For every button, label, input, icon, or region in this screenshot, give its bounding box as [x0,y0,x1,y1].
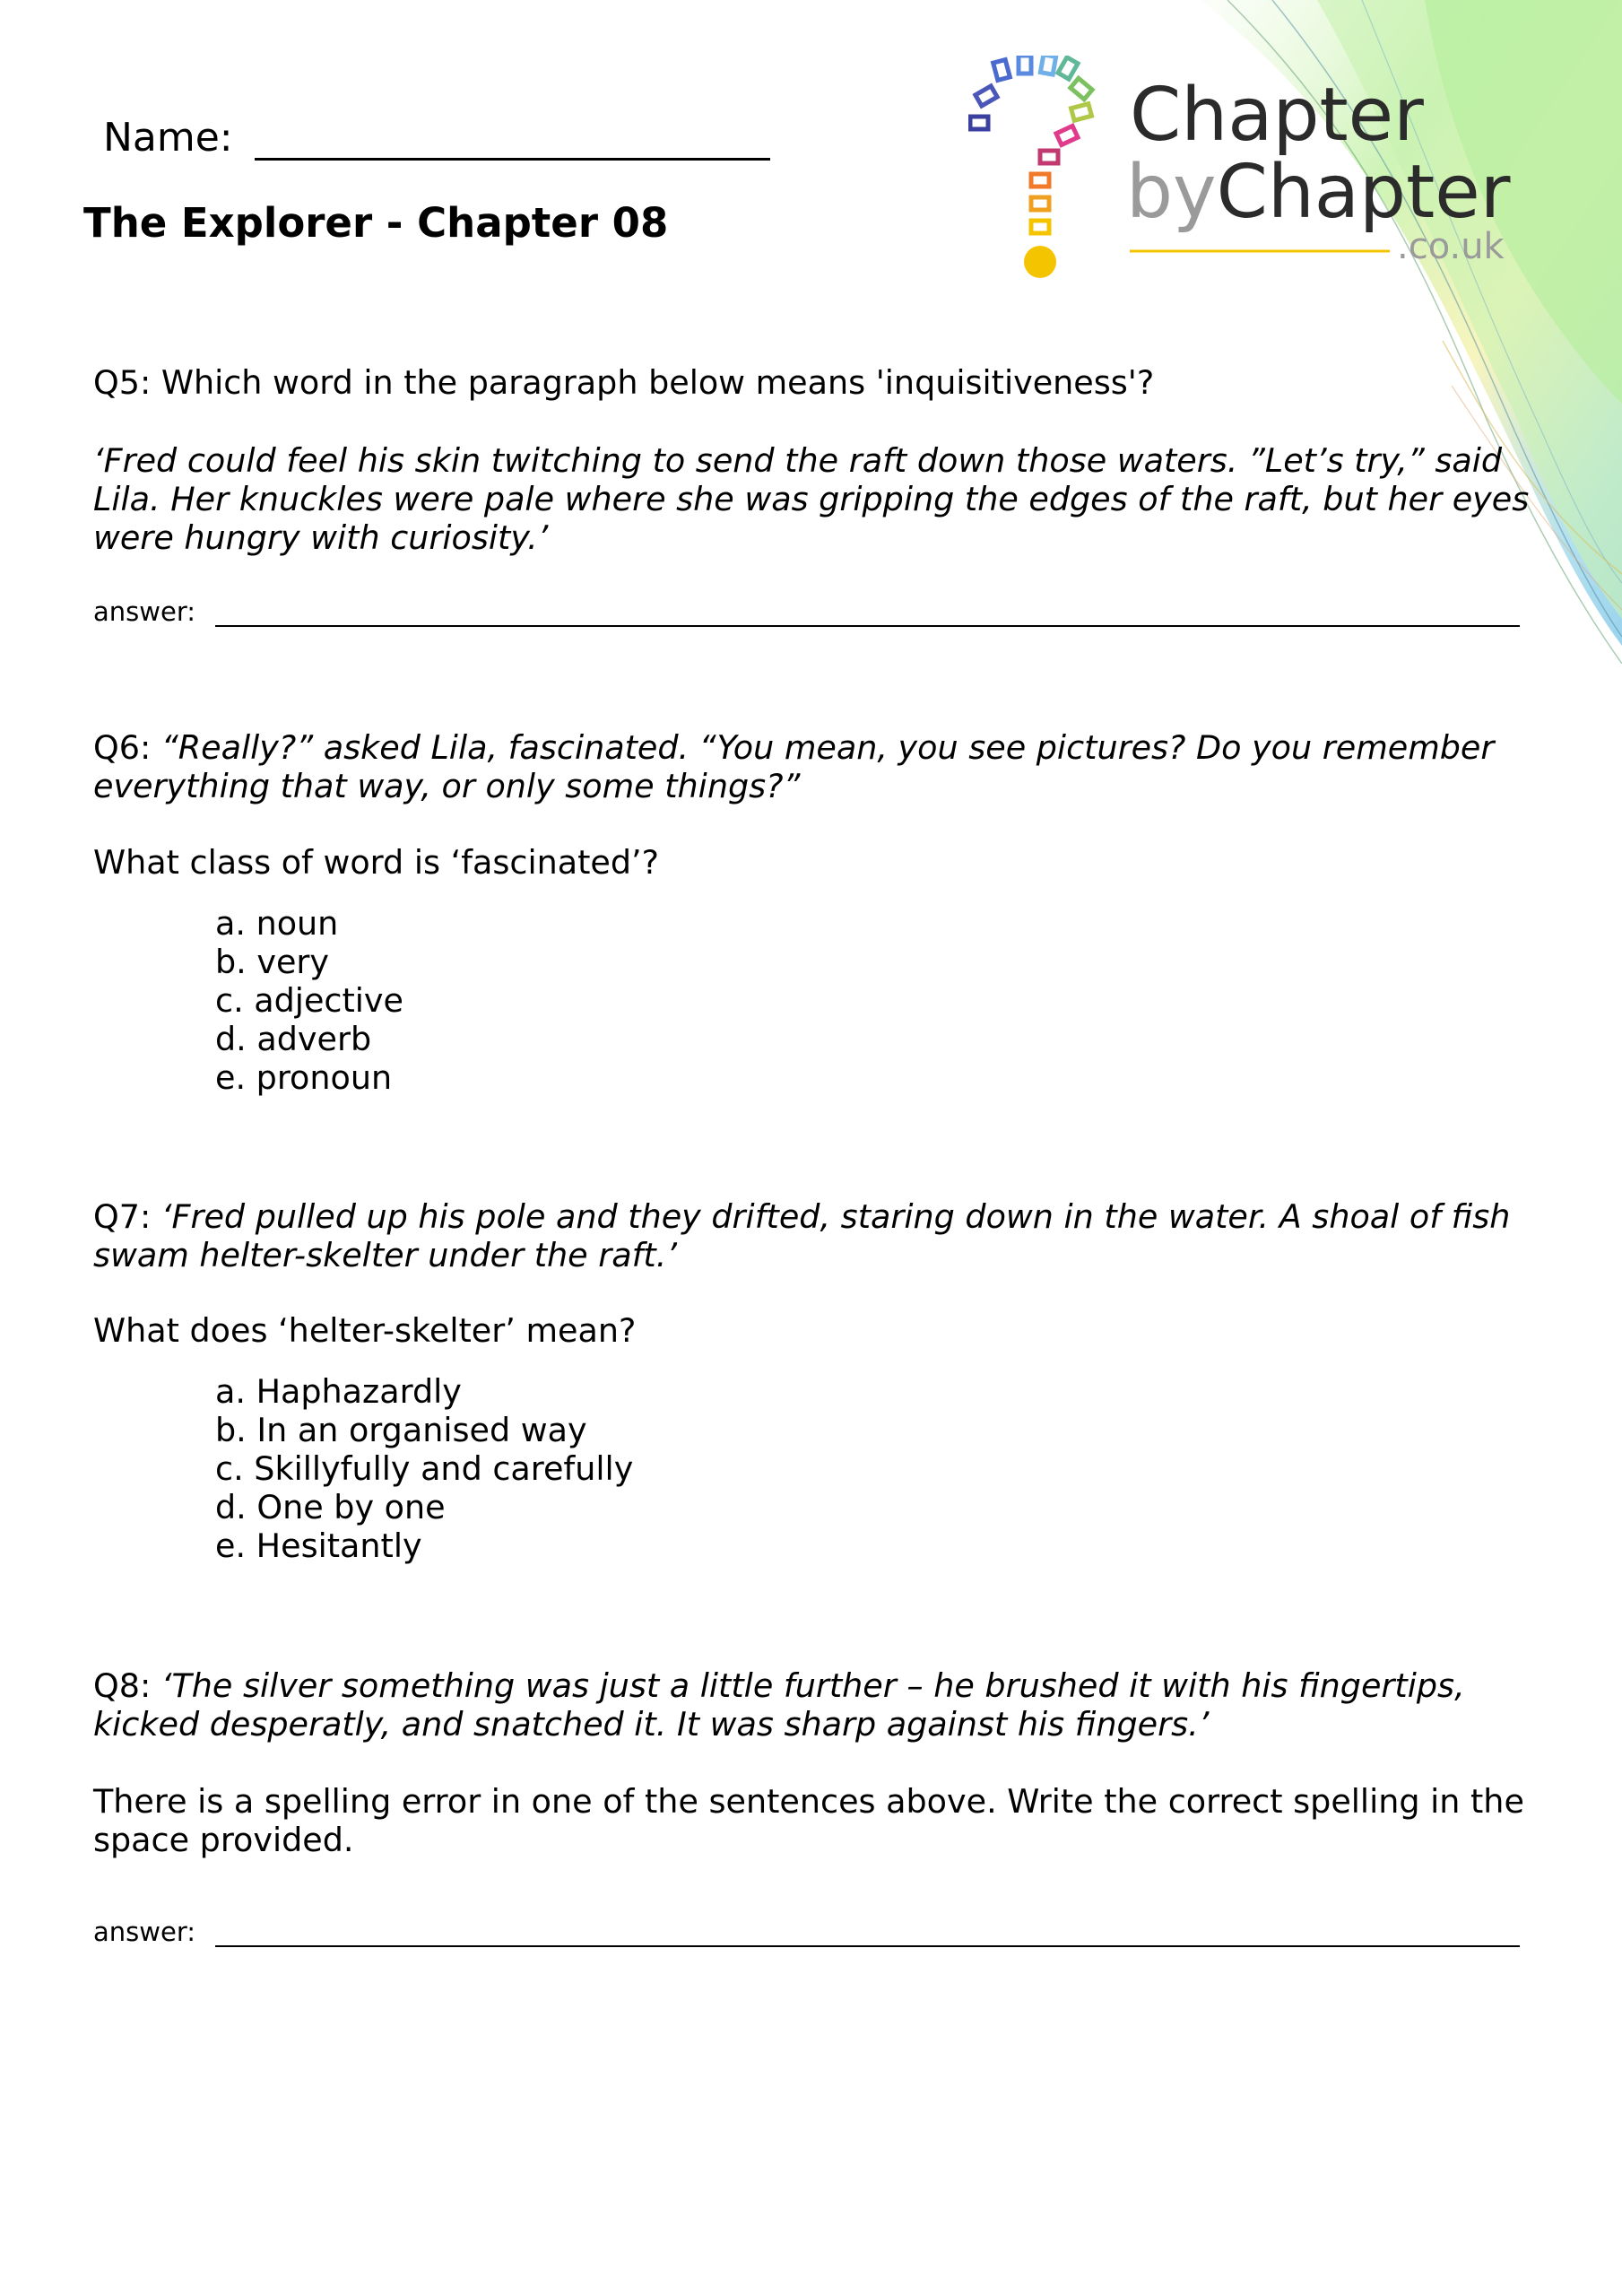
name-field-row [103,115,770,161]
option-b[interactable]: b. In an organised way [215,1411,587,1449]
question-7-prompt: What does ‘helter-skelter’ mean? [93,1311,637,1350]
answer-label: answer: [93,596,196,627]
name-input-line[interactable] [255,115,770,161]
question-7-stem [93,1197,1546,1274]
option-a[interactable]: a. Haphazardly [215,1372,462,1411]
question-8-answer [93,1917,1520,1947]
option-c[interactable]: c. Skillyfully and carefully [215,1449,634,1488]
question-5-quote [93,441,1546,557]
option-e[interactable]: e. pronoun [215,1058,393,1097]
svg-text:byChapter [1126,150,1511,235]
question-8-answer-line[interactable] [215,1918,1520,1947]
question-5-quote-text: ‘Fred could feel his skin twitching to send the raft down those waters. ”Let’s try,” said Lila. Her knuckles were pale where she was gripping the edges of the raft, but her eyes were hungry with curiosity.’ [93,441,1530,557]
option-c[interactable]: c. adjective [215,981,403,1020]
question-8-quote: ‘The silver something was just a little further – he brushed it with his fingertips, kicked desperatly, and snatched it. It was sharp against his fingers.’ [93,1666,1465,1744]
question-8-prompt: There is a spelling error in one of the sentences above. Write the correct spelling in the space provided. [93,1782,1524,1859]
option-d[interactable]: d. One by one [215,1488,446,1526]
question-6-number: Q6: [93,728,152,767]
option-d[interactable]: d. adverb [215,1020,372,1058]
question-8-number: Q8: [93,1666,152,1705]
question-5-answer [93,596,1520,627]
logo-chapter-text: Chapter [1130,73,1424,158]
chapter-by-chapter-logo [968,56,1542,316]
answer-label: answer: [93,1917,196,1947]
question-7-number: Q7: [93,1197,152,1236]
worksheet-title: The Explorer - Chapter 08 [83,199,669,247]
question-5-answer-line[interactable] [215,598,1520,627]
question-5-prompt: Q5: Which word in the paragraph below means 'inquisitiveness'? [93,363,1155,402]
question-6-quote: “Really?” asked Lila, fascinated. “You mean, you see pictures? Do you remember everything that way, or only some things?” [93,728,1495,805]
logo-domain-text: .co.uk [1397,226,1505,267]
question-7-quote: ‘Fred pulled up his pole and they drifted, staring down in the water. A shoal of fish swam helter-skelter under the raft.’ [93,1197,1511,1274]
logo-chapter-text-2: Chapter [1216,150,1511,235]
question-6-options [215,904,403,1097]
question-8-stem [93,1666,1546,1744]
question-7-options [215,1372,633,1565]
name-label: Name: [103,115,233,161]
question-mark-of-books-icon [970,56,1092,278]
option-a[interactable]: a. noun [215,904,339,943]
question-6-stem [93,728,1546,805]
option-b[interactable]: b. very [215,943,330,981]
question-6-prompt: What class of word is ‘fascinated’? [93,843,660,882]
option-e[interactable]: e. Hesitantly [215,1526,422,1565]
logo-by-text: by [1126,150,1217,235]
